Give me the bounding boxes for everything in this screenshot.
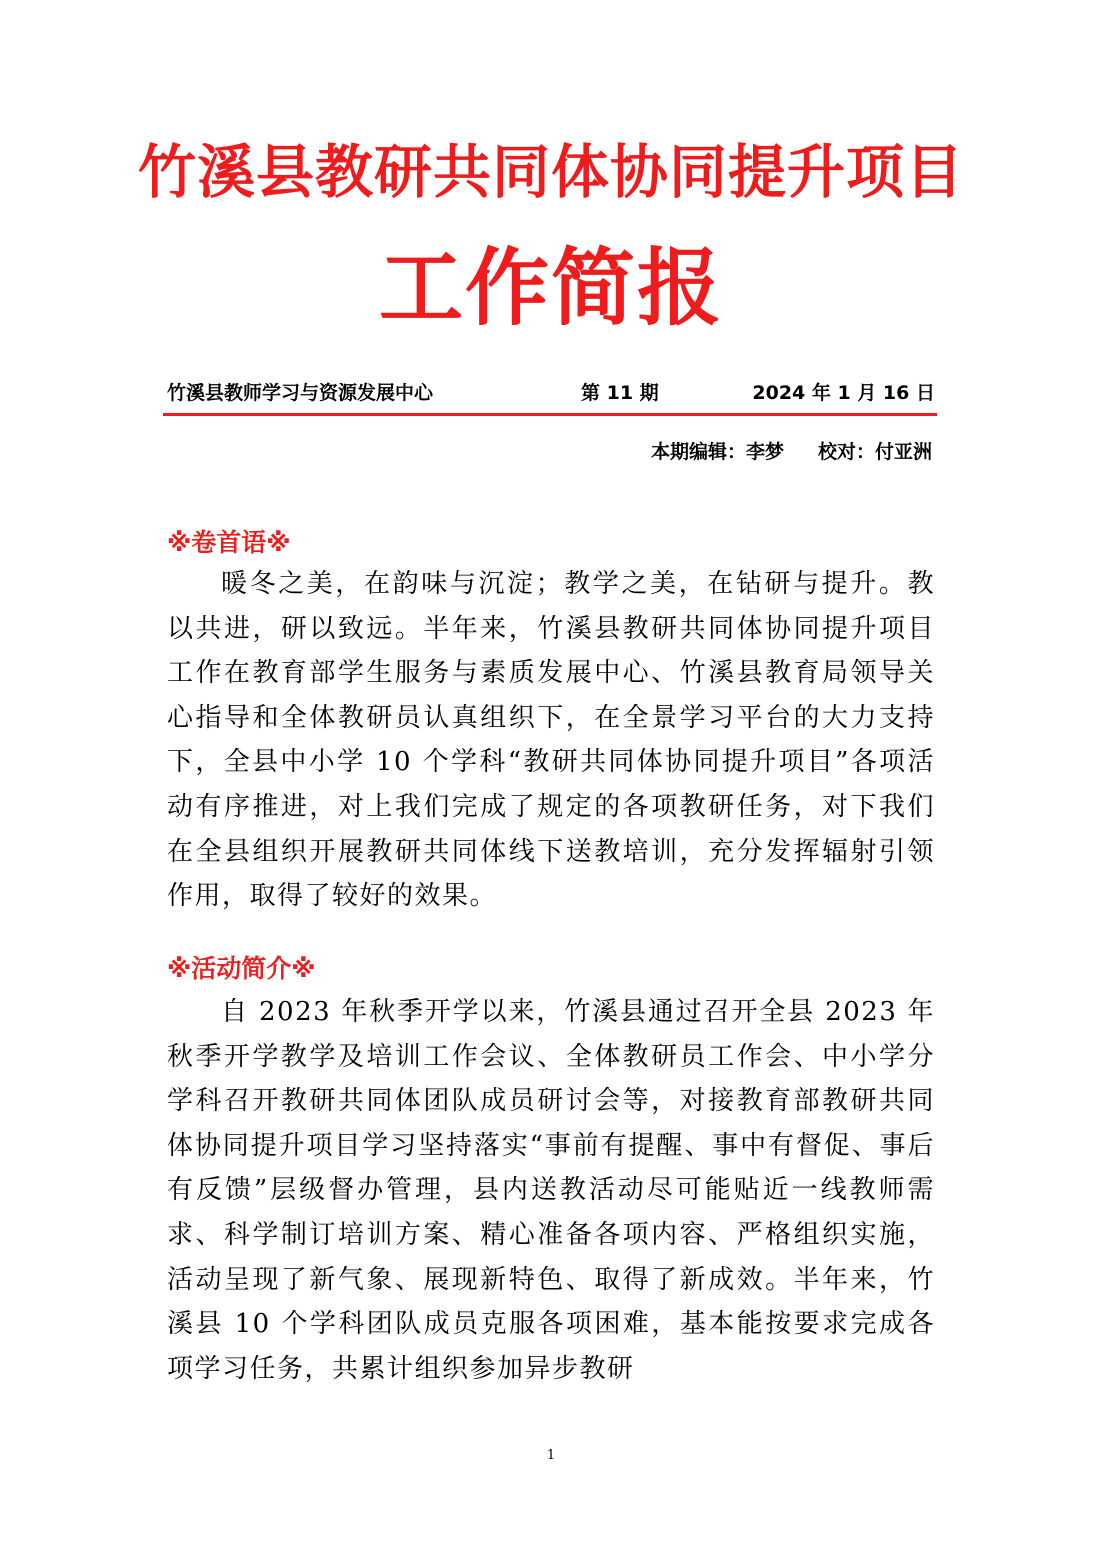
section-body-preface: 暖冬之美，在韵味与沉淀；教学之美，在钻研与提升。教以共进，研以致远。半年来，竹溪县教研共同体协同提升项目工作在教育部学生服务与素质发展中心、竹溪县教育局领导关心指导和全体教研员认真组织下，在全景学习平台的大力支持下，全县中小学 10 个学科“教研共同体协同提升项目”各项活动有序推进，对上我们完成了规定的各项教研任务，对下我们在全县组织开展教研共同体线下送教培训，充分发挥辐射引领作用，取得了较好的效果。 xyxy=(167,569,935,912)
editor-credits xyxy=(651,437,932,467)
issue-date: 2024 年 1 月 16 日 xyxy=(752,382,935,404)
organization-name: 竹溪县教师学习与资源发展中心 xyxy=(167,382,434,404)
section-body-activities: 自 2023 年秋季开学以来，竹溪县通过召开全县 2023 年秋季开学教学及培训工作会议、全体教研员工作会、中小学分学科召开教研共同体团队成员研讨会等，对接教育部教研共同体协同提升项目学习坚持落实“事前有提醒、事中有督促、事后有反馈”层级督办管理，县内送教活动尽可能贴近一线教师需求、科学制订培训方案、精心准备各项内容、严格组织实施，活动呈现了新气象、展现新特色、取得了新成效。半年来，竹溪县 10 个学科团队成员克服各项困难，基本能按要求完成各项学习任务，共累计组织参加异步教研 xyxy=(167,997,935,1384)
newsletter-title-line2: 工作简报 xyxy=(378,238,723,337)
proofreader-label: 校对：付亚洲 xyxy=(817,441,932,463)
header-divider xyxy=(163,413,937,416)
issue-info-row xyxy=(167,378,935,408)
issue-number: 第 11 期 xyxy=(581,382,659,404)
newsletter-title-line1: 竹溪县教研共同体协同提升项目 xyxy=(137,138,964,206)
section-heading-preface: ※卷首语※ xyxy=(167,528,291,557)
page-number: 1 xyxy=(546,1448,556,1463)
section-heading-activities: ※活动简介※ xyxy=(167,954,316,983)
editor-label: 本期编辑：李梦 xyxy=(650,441,784,463)
